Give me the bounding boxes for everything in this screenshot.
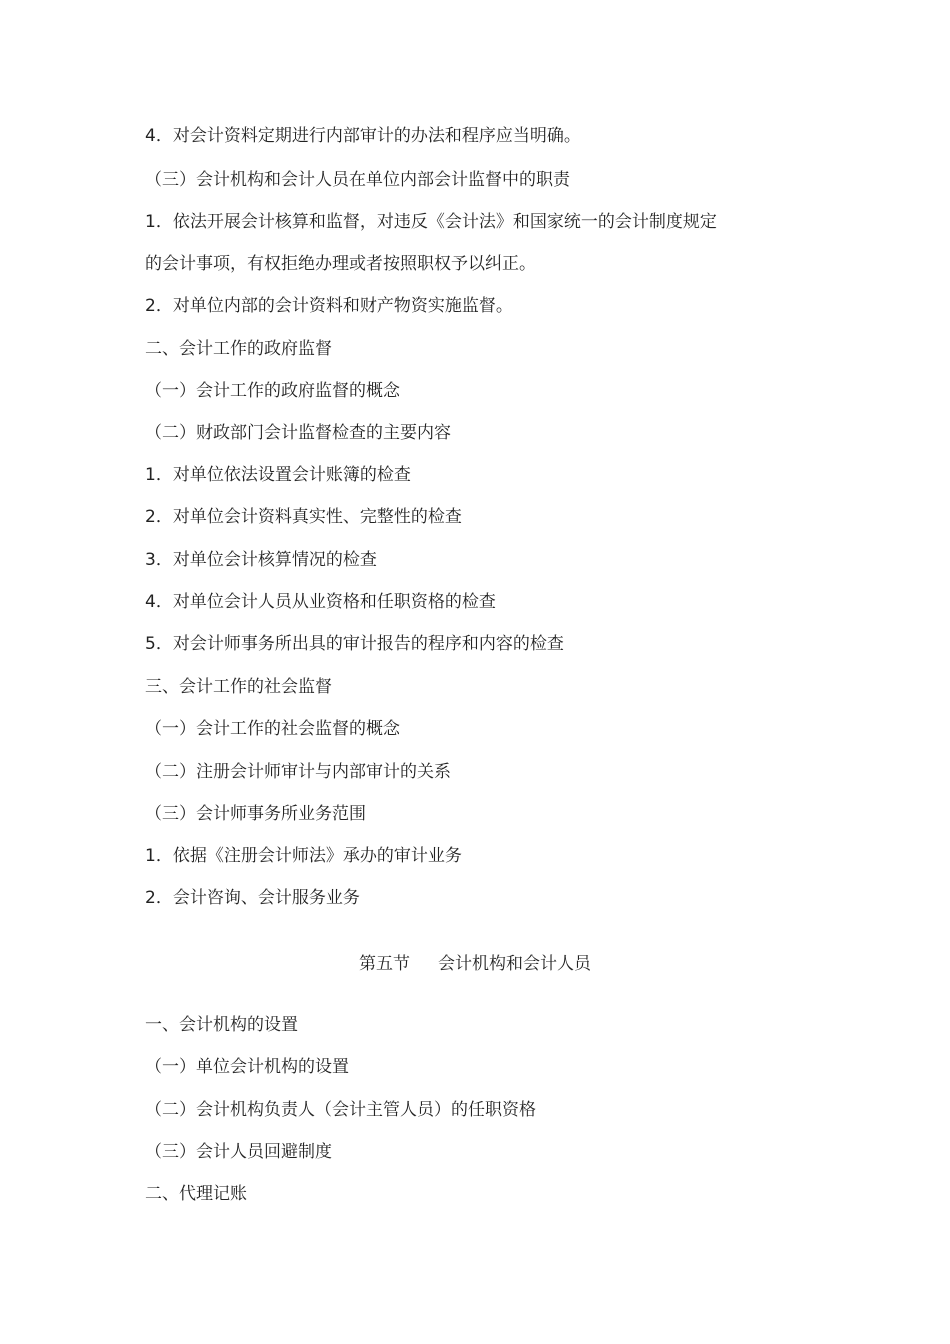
subsection-title: （二）财政部门会计监督检查的主要内容: [145, 423, 451, 443]
list-item: 3．对单位会计核算情况的检查: [145, 550, 377, 570]
section-title: 二、代理记账: [145, 1184, 247, 1204]
list-item: 1．对单位依法设置会计账簿的检查: [145, 465, 411, 485]
subsection-title: （一）会计工作的社会监督的概念: [145, 719, 400, 739]
subsection-title: （二）会计机构负责人（会计主管人员）的任职资格: [145, 1100, 536, 1120]
text-line: （三）会计机构和会计人员在单位内部会计监督中的职责: [145, 170, 570, 190]
section-title: 二、会计工作的政府监督: [145, 339, 332, 359]
subsection-title: （一）会计工作的政府监督的概念: [145, 381, 400, 401]
section-number: 第五节: [359, 954, 410, 974]
text-line: 4．对会计资料定期进行内部审计的办法和程序应当明确。: [145, 126, 581, 146]
chapter-section-heading: [0, 952, 950, 976]
subsection-title: （二）注册会计师审计与内部审计的关系: [145, 762, 451, 782]
list-item: 2．会计咨询、会计服务业务: [145, 888, 360, 908]
list-item: 2．对单位会计资料真实性、完整性的检查: [145, 507, 462, 527]
list-item: 5．对会计师事务所出具的审计报告的程序和内容的检查: [145, 634, 564, 654]
section-heading-title: 会计机构和会计人员: [438, 954, 591, 974]
subsection-title: （三）会计人员回避制度: [145, 1142, 332, 1162]
subsection-title: （一）单位会计机构的设置: [145, 1057, 349, 1077]
text-line: 的会计事项，有权拒绝办理或者按照职权予以纠正。: [145, 254, 536, 274]
subsection-title: （三）会计师事务所业务范围: [145, 804, 366, 824]
text-line: 2．对单位内部的会计资料和财产物资实施监督。: [145, 296, 513, 316]
list-item: 4．对单位会计人员从业资格和任职资格的检查: [145, 592, 496, 612]
text-line: 1．依法开展会计核算和监督，对违反《会计法》和国家统一的会计制度规定: [145, 212, 717, 232]
section-title: 三、会计工作的社会监督: [145, 677, 332, 697]
list-item: 1．依据《注册会计师法》承办的审计业务: [145, 846, 462, 866]
section-title: 一、会计机构的设置: [145, 1015, 298, 1035]
